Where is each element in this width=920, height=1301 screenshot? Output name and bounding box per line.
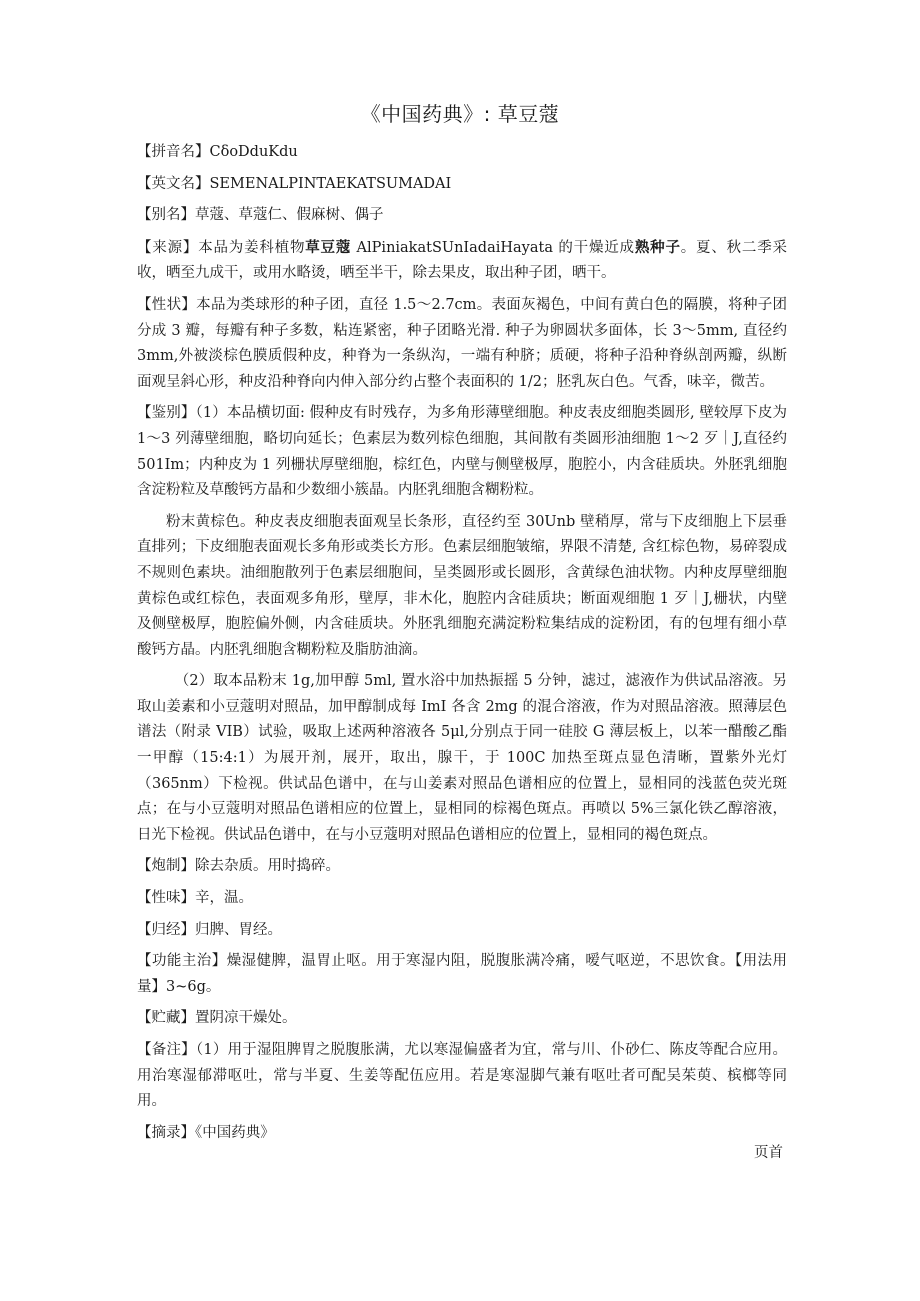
source-post: 。夏、秋二季采收，晒至九成干，或用水略烫，晒至半干，除去果皮，取出种子团，晒干。 — [137, 239, 788, 282]
usage-text: 3~6g。 — [166, 978, 221, 995]
excerpt-text: 《中国药典》 — [195, 1124, 275, 1141]
meridian-label: 【归经】 — [137, 921, 195, 938]
page-header-link[interactable]: 页首 — [754, 1145, 783, 1161]
taste-entry — [137, 886, 787, 912]
english-label: 【英文名】 — [137, 175, 210, 192]
taste-label: 【性味】 — [137, 890, 195, 907]
meridian-text: 归脾、胃经。 — [195, 921, 282, 938]
identify-label: 【鉴别】 — [137, 405, 196, 422]
usage-label: 【用法用量】 — [137, 953, 787, 995]
source-entry — [137, 235, 787, 287]
notes-entry — [137, 1038, 787, 1115]
source-part: 熟种子 — [634, 238, 681, 256]
source-label: 【来源】 — [137, 239, 199, 256]
alias-entry — [137, 203, 787, 229]
function-entry — [137, 949, 787, 1000]
process-entry — [137, 854, 787, 880]
function-label: 【功能主治】 — [137, 953, 227, 970]
taste-text: 辛，温。 — [195, 890, 253, 907]
storage-entry — [137, 1006, 787, 1032]
process-label: 【炮制】 — [137, 858, 195, 875]
function-text: 燥湿健脾，温胃止呕。用于寒湿内阻，脱腹胀满冷痛，嗳气呕逆，不思饮食。 — [226, 953, 735, 970]
identify-text: （1）本品横切面: 假种皮有时残存，为多角形薄壁细胞。种皮表皮细胞类圆形, 壁较厚下皮为 1～3 列薄壁细胞，略切向延长；色素层为数列棕色细胞，其间散有类圆形油细胞 1～2 歹｜J,直径约 501Im；内种皮为 1 列栅状厚壁细胞，棕红色，内壁与侧壁极厚，胞腔小，内含硅质块。外胚乳细胞含淀粉粒及草酸钙方晶和少数细小簇晶。内胚乳细胞含糊粉粒。 — [137, 405, 788, 499]
notes-text: （1）用于湿阻脾胃之脱腹胀满，尤以寒湿偏盛者为宜，常与川、仆砂仁、陈皮等配合应用。用治寒湿郁滞呕吐，常与半夏、生姜等配伍应用。若是寒湿脚气兼有呕吐者可配吴茱萸、槟榔等同用。 — [137, 1042, 787, 1110]
meridian-entry — [137, 918, 787, 944]
source-pre: 本品为姜科植物 — [198, 239, 306, 256]
pinyin-label: 【拼音名】 — [137, 144, 210, 160]
alias-text: 草蔻、草蔻仁、假麻树、偶子 — [195, 207, 384, 224]
storage-text: 置阴凉干燥处。 — [195, 1010, 297, 1027]
process-text: 除去杂质。用时捣碎。 — [195, 858, 340, 875]
traits-text: 本品为类球形的种子团，直径 1.5～2.7cm。表面灰褐色，中间有黄白色的隔膜，将种子团分成 3 瓣，每瓣有种子多数，粘连紧密，种子团略光滑. 种子为卵圆状多面体，长 3～5mm, 直径约 3mm,外被淡棕色膜质假种皮，种脊为一条纵沟，一端有种脐；质硬，将种子沿种脊纵剖两瓣，纵断面观呈斜心形，种皮沿种脊向内伸入部分约占整个表面积的 1/2；胚乳灰白色。气香，味辛，微苦。 — [137, 296, 787, 390]
english-text: SEMENALPINTAEKATSUMADAI — [209, 175, 452, 192]
pinyin-text: CδoDduKdu — [209, 144, 298, 160]
tlc-paragraph: （2）取本品粉末 1g,加甲醇 5ml, 置水浴中加热振摇 5 分钟，滤过，滤液作为供试品溶液。另取山姜素和小豆蔻明对照品，加甲醇制成每 ImI 各含 2mg 的混合溶液，作为对照品溶液。照薄层色谱法（附录 VIB）试验，吸取上述两种溶液各 5μl,分别点于同一硅胶 G 薄层板上，以苯一醋酸乙酯一甲醇（15:4:1）为展开剂，展开，取出，腺干，于 100C 加热至斑点显色清晰，置紫外光灯（365nm）下检视。供试品色谱中，在与山姜素对照品色谱相应的位置上，显相同的浅蓝色荧光斑点；在与小豆蔻明对照品色谱相应的位置上，显相同的棕褐色斑点。再喷以 5%三氯化铁乙醇溶液，日光下检视。供试品色谱中，在与小豆蔻明对照品色谱相应的位置上，显相同的褐色斑点。 — [137, 673, 787, 843]
page-title: 《中国药典》: 草豆蔻 — [360, 102, 560, 126]
excerpt-label: 【摘录】 — [137, 1124, 195, 1141]
excerpt-entry — [137, 1121, 787, 1147]
english-name-entry — [137, 172, 787, 198]
source-plant-name: 草豆蔻 — [305, 238, 352, 256]
traits-entry — [137, 293, 787, 395]
document-body — [137, 140, 787, 1152]
alias-label: 【别名】 — [137, 207, 195, 224]
storage-label: 【贮藏】 — [137, 1010, 195, 1027]
pinyin-entry — [137, 140, 787, 166]
traits-label: 【性状】 — [137, 296, 197, 313]
notes-label: 【备注】 — [137, 1042, 196, 1058]
powder-paragraph: 粉末黄棕色。种皮表皮细胞表面观呈长条形，直径约至 30Unb 壁稍厚，常与下皮细胞上下层垂直排列；下皮细胞表面观长多角形或类长方形。色素层细胞皱缩，界限不清楚, 含红棕色物，易碎裂成不规则色素块。油细胞散列于色素层细胞间，呈类圆形或长圆形，含黄绿色油状物。内种皮厚壁细胞黄棕色或红棕色，表面观多角形，壁厚，非木化，胞腔内含硅质块；断面观细胞 1 歹｜J,栅状，内壁及侧壁极厚，胞腔偏外侧，内含硅质块。外胚乳细胞充满淀粉粒集结成的淀粉团，有的包埋有细小草酸钙方晶。内胚乳细胞含糊粉粒及脂肪油滴。 — [137, 513, 787, 658]
source-mid: AlPiniakatSUnIadaiHayata 的干燥近成 — [351, 239, 635, 256]
identify-entry — [137, 401, 787, 503]
